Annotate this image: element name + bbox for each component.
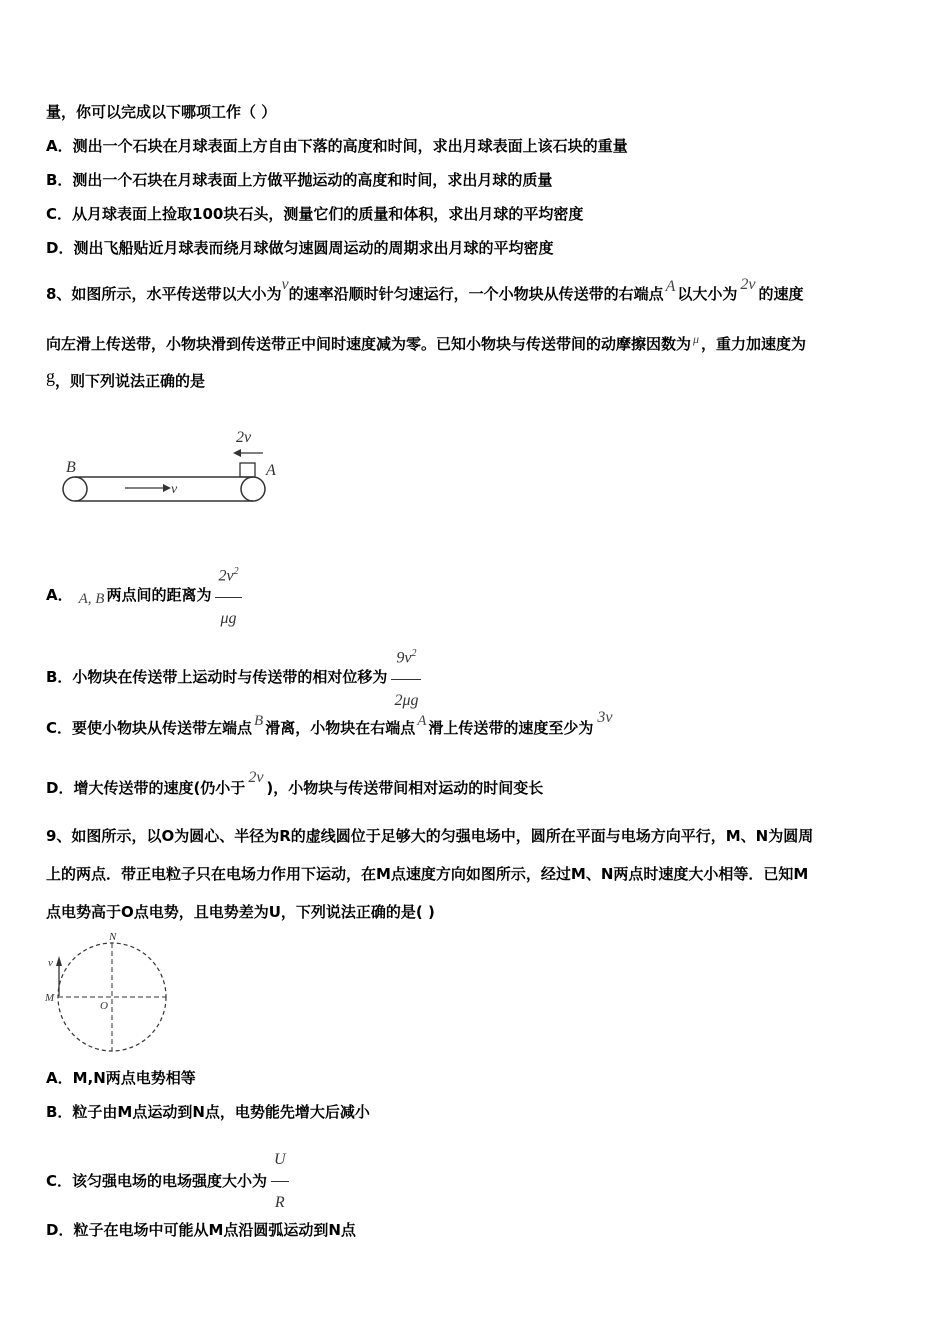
q8-option-c-text: C．要使小物块从传送带左端点 [46,719,253,737]
label-v: v [171,482,178,497]
q8-symbol-a: A [417,713,427,729]
block-velocity-arrowhead [233,449,241,457]
right-pulley [241,477,265,501]
q8-option-c-text: 滑离，小物块在右端点 [265,719,416,737]
denominator: 2μg [394,692,419,710]
q8-symbol-g: g [46,366,55,386]
q8-value-2v: 2v [248,769,264,786]
velocity-arrowhead [56,956,62,966]
fraction [271,1140,289,1223]
electric-field-circle-figure [42,928,182,1056]
option-letter: A． [46,586,73,605]
q9-option-b: B．粒子由M点运动到N点，电势能先增大后减小 [46,1103,370,1121]
numerator: 2v [218,567,234,585]
q8-symbol-a: A [665,278,676,295]
q8-stem-line3 [46,366,206,391]
exponent: 2 [233,566,239,577]
q8-option-a [46,552,242,639]
q8-symbol-2v: 2v [740,276,756,293]
label-o: O [100,1000,108,1012]
label-a: A [266,462,276,479]
q9-stem-line3: 点电势高于O点电势，且电势差为U，下列说法正确的是( ) [46,903,435,921]
left-pulley [63,477,87,501]
q8-text: 向左滑上传送带，小物块滑到传送带正中间时速度减为零。已知小物块与传送带间的动摩擦因数为 [46,335,692,353]
q8-option-d [46,769,544,799]
label-m: M [45,992,55,1004]
q8-option-c-text: 滑上传送带的速度至少为 [428,719,594,737]
numerator: U [271,1140,289,1182]
q7-option-a: A．测出一个石块在月球表面上方自由下落的高度和时间，求出月球表面上该石块的重量 [46,137,628,155]
fraction [391,634,421,721]
q8-option-b-text: B．小物块在传送带上运动时与传送带的相对位移为 [46,668,388,687]
numerator: 9v [396,649,412,667]
q8-option-d-text: )，小物块与传送带间相对运动的时间变长 [266,779,544,797]
q8-option-a-text: 两点间的距离为 [106,586,212,605]
q9-option-c [46,1140,289,1223]
q8-stem-line1 [46,276,804,305]
denominator: R [274,1194,285,1211]
q8-stem-line2 [46,334,806,355]
q8-option-d-text: D．增大传送带的速度(仍小于 [46,779,246,797]
q9-option-a: A．M,N两点电势相等 [46,1069,196,1087]
label-n: N [109,931,117,943]
q8-symbol-ab: A, B [78,591,105,608]
q9-stem-line2: 上的两点．带正电粒子只在电场力作用下运动，在M点速度方向如图所示，经过M、N两点时速度大小相等．已知M [46,865,809,883]
denominator: μg [220,610,237,628]
q7-option-c: C．从月球表面上捡取100块石头，测量它们的质量和体积，求出月球的平均密度 [46,205,584,223]
label-v: v [48,957,53,969]
q8-symbol-v: v [281,276,289,293]
q8-value-3v: 3v [597,709,613,726]
block [240,463,255,477]
q8-text: ，重力加速度为 [701,335,807,353]
label-2v: 2v [236,429,252,446]
q9-stem-line1: 9、如图所示，以O为圆心、半径为R的虚线圆位于足够大的匀强电场中，圆所在平面与电场方向平行，M、N为圆周 [46,827,814,845]
q9-option-c-text: C．该匀强电场的电场强度大小为 [46,1172,268,1190]
q8-text: 的速率沿顺时针匀速运行，一个小物块从传送带的右端点 [288,285,664,303]
q8-option-c [46,709,613,739]
q7-stem-tail: 量，你可以完成以下哪项工作（ ） [46,103,277,121]
label-b: B [66,459,76,476]
q8-option-b [46,634,421,721]
q8-text: ，则下列说法正确的是 [55,372,206,390]
q8-text: 的速度 [758,285,804,303]
q7-option-b: B．测出一个石块在月球表面上方做平抛运动的高度和时间，求出月球的质量 [46,171,553,189]
exponent: 2 [411,648,417,659]
fraction [215,552,241,639]
belt-velocity-arrowhead [163,484,171,492]
conveyor-belt-figure [58,422,288,508]
q7-option-d: D．测出飞船贴近月球表而绕月球做匀速圆周运动的周期求出月球的平均密度 [46,239,554,257]
q8-symbol-b: B [254,713,264,729]
q8-text: 以大小为 [677,285,738,303]
q8-symbol-mu: μ [693,332,700,346]
q9-option-d: D．粒子在电场中可能从M点沿圆弧运动到N点 [46,1221,356,1239]
q8-text: 8、如图所示，水平传送带以大小为 [46,285,282,303]
